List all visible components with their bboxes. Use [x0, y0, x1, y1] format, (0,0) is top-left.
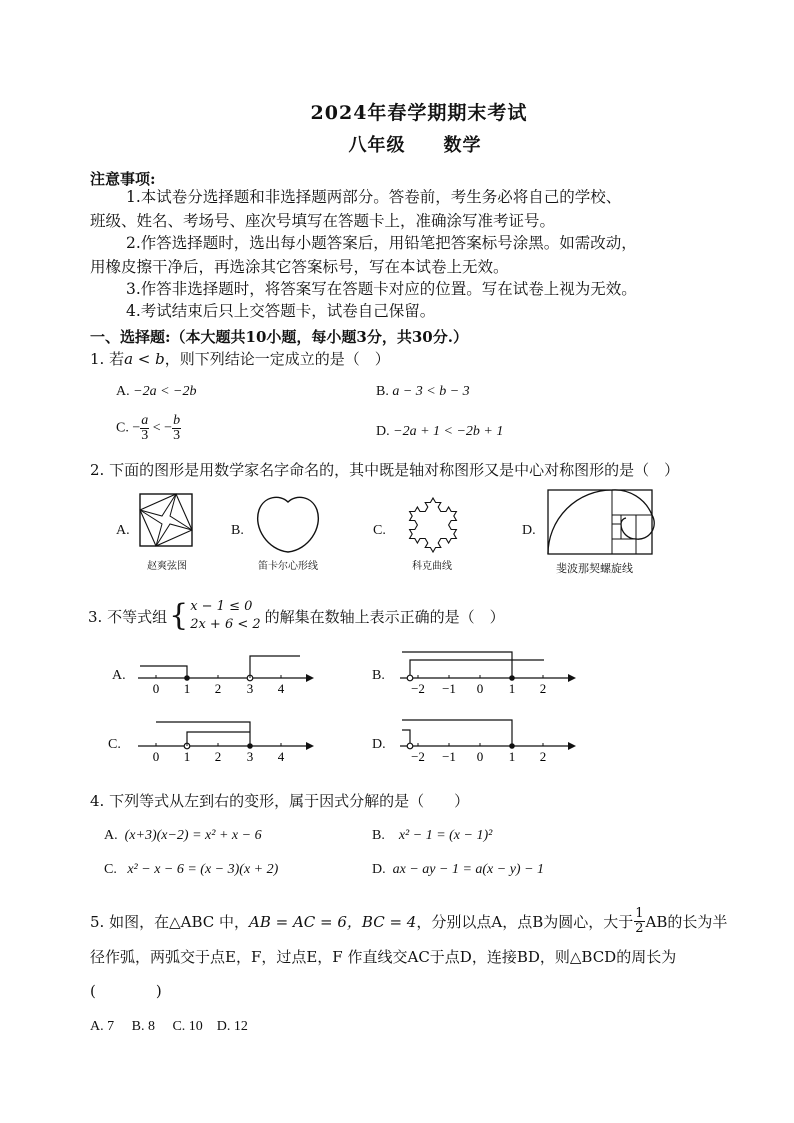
tick-label: 3	[246, 681, 254, 696]
exam-subtitle: 八年级 数学	[348, 135, 482, 156]
tick-label: 1	[183, 749, 191, 764]
tick-label: 3	[246, 749, 254, 764]
q4-option-c: C. x² − x − 6 = (x − 3)(x + 2)	[104, 862, 279, 877]
question-4-stem: 4. 下列等式从左到右的变形，属于因式分解的是（ ）	[90, 792, 470, 810]
q3-option-d-label: D.	[372, 737, 386, 752]
q2-caption-c: 科克曲线	[412, 561, 452, 572]
tick-label: 0	[476, 749, 484, 764]
tick-label: 4	[277, 749, 285, 764]
notice-line: 1.本试卷分选择题和非选择题两部分。答卷前，考生务必将自己的学校、	[126, 188, 622, 206]
q1-option-b: B. a − 3 < b − 3	[376, 384, 470, 399]
q3-option-b-label: B.	[372, 668, 385, 683]
q4-option-b: B. x² − 1 = (x − 1)²	[372, 828, 493, 843]
notice-line: 2.作答选择题时，选出每小题答案后，用铅笔把答案标号涂黑。如需改动，	[126, 234, 637, 252]
tick-label: 2	[539, 749, 547, 764]
q4-option-d: D. ax − ay − 1 = a(x − y) − 1	[372, 862, 545, 877]
koch-outline	[410, 498, 457, 552]
number-line-b	[392, 646, 582, 696]
tick-label: −1	[442, 681, 456, 696]
q2-option-b-label: B.	[231, 523, 244, 538]
tick-label: 1	[508, 749, 516, 764]
number-line-a	[130, 648, 320, 698]
exam-title: 2024年春学期期末考试	[310, 102, 528, 124]
q2-caption-b: 笛卡尔心形线	[258, 561, 318, 572]
q2-option-c-label: C.	[373, 523, 386, 538]
zhao-shuang-figure	[138, 492, 196, 554]
tick-label: −2	[411, 681, 425, 696]
tick-label: 1	[183, 681, 191, 696]
question-1-stem: 1. 若a < b，则下列结论一定成立的是（ ）	[90, 350, 390, 368]
question-5-line1: 5. 如图，在△ABC 中， AB = AC = 6，BC = 4 ，分别以点A，点B为圆心，大于 $\frac{1}{2}$ AB的长为半	[90, 906, 728, 936]
notice-line: 用橡皮擦干净后，再选涂其它答案标号，写在本试卷上无效。	[90, 258, 509, 276]
notice-line: 班级、姓名、考场号、座次号填写在答题卡上，准确涂写准考证号。	[90, 212, 556, 230]
section-heading: 一、选择题:（本大题共10小题，每小题3分，共30分.）	[90, 328, 468, 346]
tick-label: 0	[476, 681, 484, 696]
tick-label: −1	[442, 749, 456, 764]
q5-options: A. 7 B. 8 C. 10 D. 12	[90, 1019, 248, 1034]
q1-option-d: D. −2a + 1 < −2b + 1	[376, 424, 504, 439]
notice-line: 4.考试结束后只上交答题卡，试卷自己保留。	[126, 302, 436, 320]
q3-option-a-label: A.	[112, 668, 126, 683]
cardioid-figure	[254, 494, 322, 556]
q2-option-a-label: A.	[116, 523, 130, 538]
number-line-d	[392, 714, 582, 764]
tick-label: 2	[214, 749, 222, 764]
q2-option-d-label: D.	[522, 523, 536, 538]
q4-option-a: A. (x+3)(x−2) = x² + x − 6	[104, 828, 262, 843]
question-2-stem: 2. 下面的图形是用数学家名字命名的，其中既是轴对称图形又是中心对称图形的是（ ）	[90, 461, 680, 479]
q2-caption-d: 斐波那契螺旋线	[556, 562, 633, 575]
tick-label: 0	[152, 749, 160, 764]
tick-label: 1	[508, 681, 516, 696]
q1-option-c: C. − $\frac{a}{3}$ < − $\frac{b}{3}$	[116, 413, 181, 443]
tick-label: 2	[539, 681, 547, 696]
notice-heading: 注意事项:	[90, 170, 156, 188]
q1-option-a: A. −2a < −2b	[116, 384, 197, 399]
question-5-line3: ( )	[90, 982, 162, 1000]
question-5-line2: 径作弧，两弧交于点E，F，过点E，F 作直线交AC于点D，连接BD，则△BCD的周长为	[90, 948, 677, 966]
tick-label: 4	[277, 681, 285, 696]
tick-label: 2	[214, 681, 222, 696]
fibonacci-spiral-figure	[546, 488, 656, 558]
question-3-stem: 3. 不等式组 { x − 1 ≤ 0 2x + 6 < 2 的解集在数轴上表示正确的是（ ）	[88, 598, 505, 633]
q3-option-c-label: C.	[108, 737, 121, 752]
q2-caption-a: 赵爽弦图	[147, 561, 187, 572]
koch-curve-figure	[398, 492, 468, 554]
tick-label: −2	[411, 749, 425, 764]
number-line-c	[130, 716, 320, 766]
notice-line: 3.作答非选择题时，将答案写在答题卡对应的位置。写在试卷上视为无效。	[126, 280, 637, 298]
tick-label: 0	[152, 681, 160, 696]
